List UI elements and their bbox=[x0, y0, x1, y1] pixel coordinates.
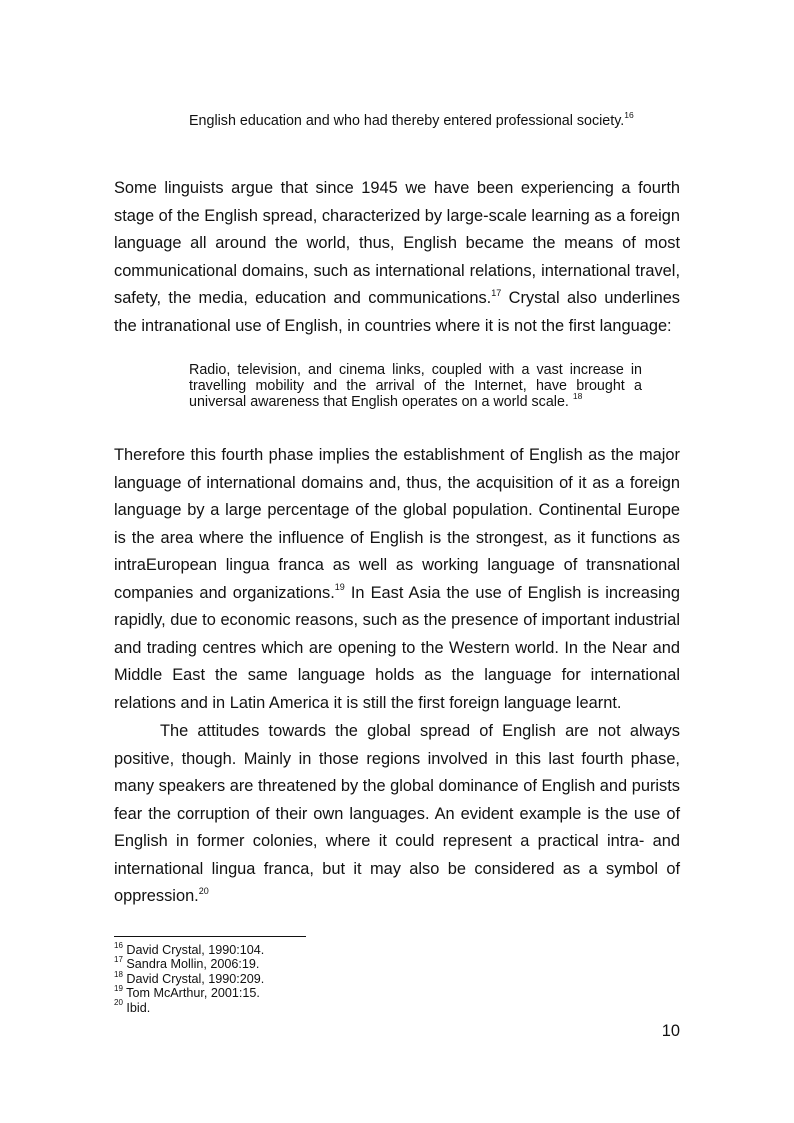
footnote-text: Ibid. bbox=[122, 1000, 151, 1015]
footnote-number: 20 bbox=[114, 998, 123, 1008]
footnote-separator bbox=[114, 936, 306, 937]
paragraph-3 bbox=[114, 718, 680, 911]
footnote-ref-16[interactable]: 16 bbox=[624, 110, 634, 121]
footnote-ref-17[interactable]: 17 bbox=[491, 287, 502, 298]
paragraph-1 bbox=[114, 175, 680, 340]
footnotes-list bbox=[114, 940, 265, 1015]
footnote-ref-20[interactable]: 20 bbox=[198, 885, 209, 896]
paragraph-2-text-a: Therefore this fourth phase implies the establishment of English as the major language of international domains and, thus, the acquisition of it as a foreign language by a large percentage of the global population. Continental Europe is the area where the influence of English is the strongest, as it functions as intraEuropean lingua franca as well as working language of transnational companies and organizations. bbox=[114, 446, 680, 602]
footnote-text: David Crystal, 1990:209. bbox=[122, 971, 265, 986]
footnote-item bbox=[114, 986, 264, 1000]
block-quote-2 bbox=[189, 363, 642, 410]
paragraph-2-text-b: In East Asia the use of English is increasing rapidly, due to economic reasons, such as the presence of important industrial and trading centres which are opening to the Western world. In the Near and Middle East the same language holds as the language for international relations and in Latin America it is still the first foreign language learnt. bbox=[114, 583, 680, 712]
block-quote-1 bbox=[189, 110, 642, 130]
paragraph-1-text-b: Crystal also underlines the intranational use of English, in countries where it is not the first language: bbox=[114, 289, 681, 335]
footnote-ref-18[interactable]: 18 bbox=[572, 390, 583, 401]
footnote-text: Tom McArthur, 2001:15. bbox=[122, 986, 260, 1001]
paragraph-1-text-a: Some linguists argue that since 1945 we have been experiencing a fourth stage of the English spread, characterized by large-scale learning as a foreign language all around the world, thus, English became the means of most communicational domains, such as international relations, international travel, safety, the media, education and communications. bbox=[114, 179, 680, 307]
footnote-text: Sandra Mollin, 2006:19. bbox=[122, 957, 260, 972]
footnote-item bbox=[114, 957, 264, 971]
footnote-item bbox=[114, 998, 264, 1015]
footnote-ref-19[interactable]: 19 bbox=[334, 582, 345, 593]
footnote-number: 18 bbox=[114, 969, 123, 979]
footnote-item bbox=[114, 969, 265, 986]
paragraph-3-text: The attitudes towards the global spread of English are not always positive, though. Mainly in those regions involved in this last fourth phase, many speakers are threatened by the global dominance of English and purists fear the corruption of their own languages. An evident example is the use of English in former colonies, where it could represent a practical intra- and international lingua franca, but it may also be considered as a symbol of oppression. bbox=[114, 722, 680, 905]
paragraph-2 bbox=[114, 442, 680, 717]
footnote-text: David Crystal, 1990:104. bbox=[122, 943, 265, 957]
footnote-item bbox=[114, 940, 265, 957]
footnote-number: 17 bbox=[114, 955, 123, 965]
footnote-number: 19 bbox=[114, 984, 123, 994]
block-quote-1-text: English education and who had thereby entered professional society. bbox=[189, 113, 625, 129]
block-quote-2-text: Radio, television, and cinema links, coupled with a vast increase in travelling mobility and the arrival of the Internet, have brought a universal awareness that English operates on a world scale. bbox=[189, 362, 642, 410]
footnote-number: 16 bbox=[114, 940, 123, 950]
page-number: 10 bbox=[661, 1022, 680, 1040]
